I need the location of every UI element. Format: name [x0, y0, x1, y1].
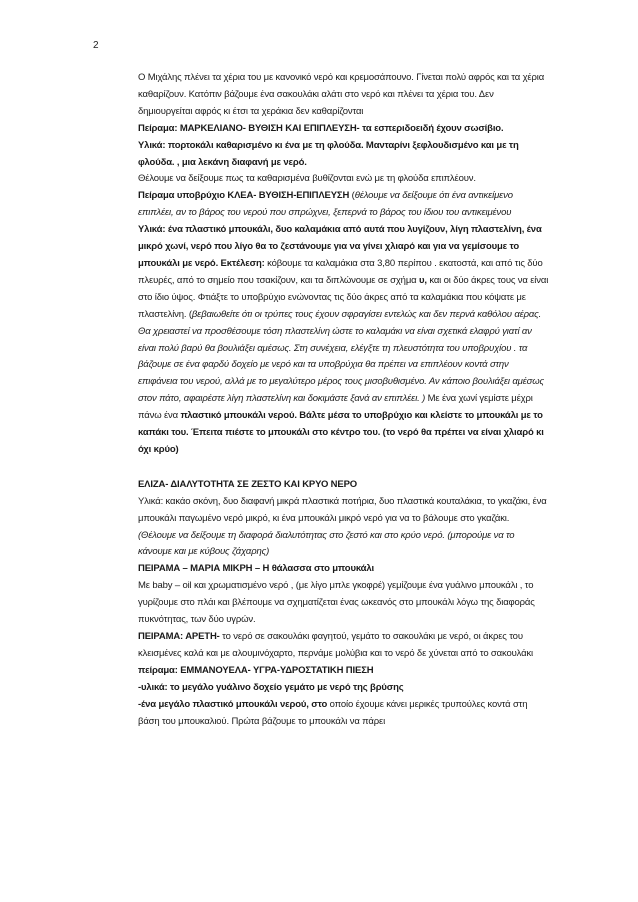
text-run: και οι δύο άκρες τους να είναι στο ίδιο ύψος. Φτιάξτε το υποβρύχιο ενώνοντας τις δύο άκρες από τα καλαμάκια που κόψατε με πλαστελίνη. ( [138, 274, 549, 320]
paragraph [138, 494, 550, 528]
paragraph [138, 629, 550, 663]
text-run: το νερό σε σακουλάκι φαγητού, γεμάτο το σακουλάκι με νερό, οι άκρες του κλεισμένες καλά και με αλουμινόχαρτο, περνάμε μολύβια και το νερό δε χύνεται από το σακουλάκι [138, 631, 534, 659]
text-run: Πείραμα: ΜΑΡΚΕΛΙΑΝΟ- ΒΥΘΙΣΗ ΚΑΙ ΕΠΙΠΛΕΥΣΗ- τα εσπεριδοειδή έχουν σωσίβιο. [138, 122, 504, 134]
text-run: θέλουμε να δείξουμε ότι ένα αντικείμενο επιπλέει, αν το βάρος του νερού που σπρώχνει, ξεπερνά το βάρος του ίδιου του αντικειμένου [138, 190, 513, 219]
text-run: κόβουμε τα καλαμάκια στα 3,80 περίπου . εκατοστά, και από τις δύο πλευρές, από το σημείο που τσακίζουν, και τα διπλώνουμε σε σχήμα [138, 257, 543, 286]
text-run: πλαστικό μπουκάλι νερού. Βάλτε μέσα το υποβρύχιο και κλείστε το μπουκάλι με το καπάκι του. Έπειτα πιέστε το μπουκάλι στο κέντρο του. (το νερό θα πρέπει να είναι χλιαρό κι όχι κρύο) [138, 410, 544, 455]
paragraph [138, 561, 550, 578]
text-run: (Θέλουμε να δείξουμε τη διαφορά διαλυτότητας στο ζεστό και στο κρύο νερό. (μπορούμε να το κάνουμε και με κύβους ζάχαρης) [138, 529, 515, 558]
text-run: Ο Μιχάλης πλένει τα χέρια του με κανονικό νερό και κρεμοσάπουνο. Γίνεται πολύ αφρός και τα χέρια καθαρίζουν. Κατόπιν βάζουμε ένα σακουλάκι αλάτι στο νερό και πλένει τα χέρια του. Δεν δημιουργείται αφρός κι έτσι τα χεράκια δεν καθαρίζονται [138, 72, 545, 117]
text-run: Υλικά: κακάο σκόνη, δυο διαφανή μικρά πλαστικά ποτήρια, δυο πλαστικά κουταλάκια, το γκαζάκι, ένα μπουκάλι παγωμένο νερό μικρό, κι ένα μπουκάλι μικρό νερό για να το βάλουμε στο γκαζάκι. [138, 495, 547, 524]
document-body [138, 70, 550, 730]
paragraph [138, 528, 550, 562]
paragraph [138, 188, 550, 222]
paragraph [138, 171, 550, 188]
text-run: υ, [418, 274, 427, 286]
paragraph-spacer [138, 459, 550, 477]
paragraph [138, 680, 550, 697]
paragraph [138, 477, 550, 494]
text-run: πείραμα: ΕΜΜΑΝΟΥΕΛΑ- ΥΓΡΑ-ΥΔΡΟΣΤΑΤΙΚΗ ΠΙΕΣΗ [138, 664, 374, 676]
text-run: οποίο έχουμε κάνει μερικές τρυπούλες κοντά στη βάση του μπουκαλιού. Πρώτα βάζουμε το μπουκάλι να πάρει [138, 698, 528, 727]
text-run: βεβαιωθείτε ότι οι τρύπες τους έχουν σφραγίσει εντελώς και δεν περνά καθόλου αέρας. Θα χρειαστεί να προσθέσουμε τόση πλαστελίνη ώστε το καλαμάκι να είναι σχετικά ελαφρύ γιατί αν είναι πολύ βαρύ θα βουλιάξει αμέσως. Στη συνέχεια, ελέγξτε τη πλευστότητα του υποβρυχίου . τα βάζουμε σε ένα φαρδύ δοχείο με νερό και τα υποβρύχια θα πρέπει να επιπλέουν κοντά στην επιφάνεια του νερού, αλλά με το μεγαλύτερο μέρος τους μισοβυθισμένο. Αν κάποιο βουλιάξει αμέσως στον πάτο, αφαιρέστε λίγη πλαστελίνη και δοκιμάστε ξανά αν επιπλέει. ) [138, 308, 544, 405]
text-run: Υλικά: ένα πλαστικό μπουκάλι, δυο καλαμάκια από αυτά που λυγίζουν, λίγη πλαστελίνη, ένα μικρό χωνί, νερό που λίγο θα το ζεστάνουμε για να γίνει χλιαρό και για να γεμίσουμε το μπουκάλι με νερό. Εκτέλεση: [138, 224, 542, 269]
paragraph [138, 697, 550, 731]
text-run: Με baby – oil και χρωματισμένο νερό , (με λίγο μπλε γκοφρέ) γεμίζουμε ένα γυάλινο μπουκάλι , το γυρίζουμε στο πλάι και βλέπουμε να σχηματίζεται ένας ωκεανός στο μπουκάλι λόγω της διαφοράς πυκνότητας, των δύο υγρών. [138, 580, 535, 626]
text-run: Με ένα χωνί γεμίστε μέχρι πάνω ένα [138, 393, 533, 422]
paragraph [138, 70, 550, 121]
text-run: ΠΕΙΡΑΜΑ: ΑΡΕΤΗ- [138, 631, 220, 642]
paragraph [138, 578, 550, 629]
text-run: ( [349, 190, 355, 202]
paragraph [138, 138, 550, 172]
text-run: -υλικά: το μεγάλο γυάλινο δοχείο γεμάτο με νερό της βρύσης [138, 681, 404, 693]
text-run: ΕΛΙΖΑ- ΔΙΑΛΥΤΟΤΗΤΑ ΣΕ ΖΕΣΤΟ ΚΑΙ ΚΡΥΟ ΝΕΡΟ [138, 478, 357, 490]
text-run: -ένα μεγάλο πλαστικό μπουκάλι νερού, στο [138, 698, 328, 710]
paragraph [138, 121, 550, 138]
text-run: Θέλουμε να δείξουμε πως τα καθαρισμένα βυθίζονται ενώ με τη φλούδα επιπλέουν. [138, 173, 476, 185]
text-run: ΠΕΙΡΑΜΑ – ΜΑΡΙΑ ΜΙΚΡΗ – Η θάλασσα στο μπουκάλι [138, 563, 374, 575]
paragraph [138, 663, 550, 680]
page-number: 2 [93, 40, 99, 51]
text-run: Υλικά: πορτοκάλι καθαρισμένο κι ένα με τη φλούδα. Μανταρίνι ξεφλουδισμένο και με τη φλούδα. , μια λεκάνη διαφανή με νερό. [138, 139, 519, 168]
paragraph [138, 222, 550, 459]
text-run: Πείραμα υποβρύχιο ΚΛΕΑ- ΒΥΘΙΣΗ-ΕΠΙΠΛΕΥΣΗ [138, 190, 350, 202]
